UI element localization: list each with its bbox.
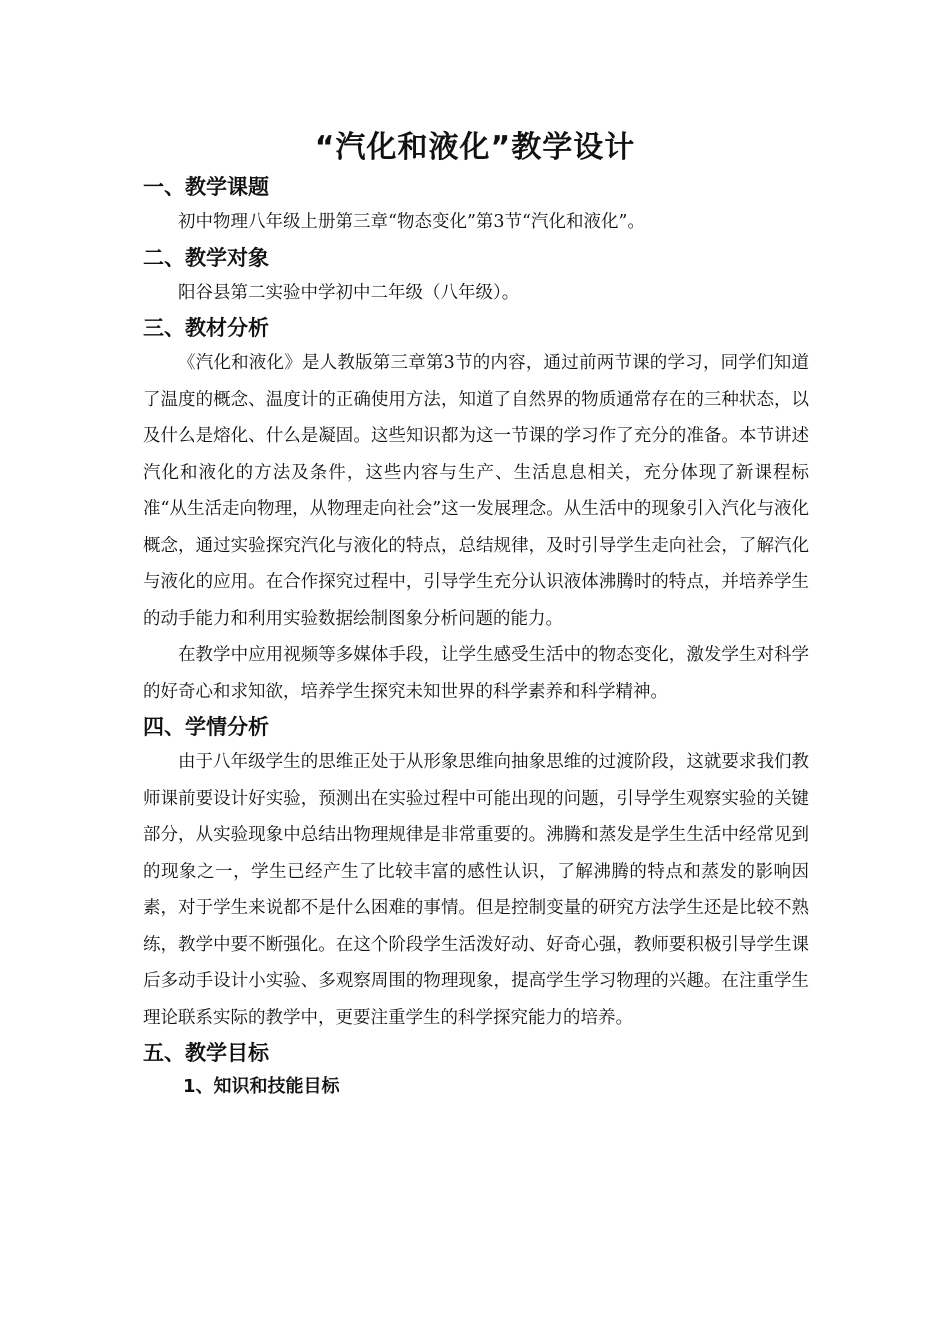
- section-learner-analysis: [143, 710, 809, 1036]
- section-heading: 五、教学目标: [143, 1041, 269, 1065]
- section-heading: 一、教学课题: [143, 175, 269, 199]
- paragraph: 由于八年级学生的思维正处于从形象思维向抽象思维的过渡阶段，这就要求我们教师课前要设计好实验，预测出在实验过程中可能出现的问题，引导学生观察实验的关键部分，从实验现象中总结出物理规律是非常重要的。沸腾和蒸发是学生生活中经常见到的现象之一，学生已经产生了比较丰富的感性认识，了解沸腾的特点和蒸发的影响因素，对于学生来说都不是什么困难的事情。但是控制变量的研究方法学生还是比较不熟练，教学中要不断强化。在这个阶段学生活泼好动、好奇心强，教师要积极引导学生课后多动手设计小实验、多观察周围的物理现象，提高学生学习物理的兴趣。在注重学生理论联系实际的教学中，更要注重学生的科学探究能力的培养。: [143, 752, 809, 1028]
- section-teaching-objectives: [143, 1036, 809, 1104]
- paragraph: 初中物理八年级上册第三章“物态变化”第3节“汽化和液化”。: [178, 212, 645, 232]
- paragraph: 《汽化和液化》是人教版第三章第3节的内容，通过前两节课的学习，同学们知道了温度的概念、温度计的正确使用方法，知道了自然界的物质通常存在的三种状态，以及什么是熔化、什么是凝固。这些知识都为这一节课的学习作了充分的准备。本节讲述汽化和液化的方法及条件，这些内容与生产、生活息息相关，充分体现了新课程标准“从生活走向物理，从物理走向社会”这一发展理念。从生活中的现象引入汽化与液化概念，通过实验探究汽化与液化的特点，总结规律，及时引导学生走向社会，了解汽化与液化的应用。在合作探究过程中，引导学生充分认识液体沸腾时的特点，并培养学生的动手能力和利用实验数据绘制图象分析问题的能力。: [143, 353, 809, 629]
- subsection-heading: 1、知识和技能目标: [183, 1076, 340, 1097]
- section-heading: 四、学情分析: [143, 715, 269, 739]
- document-body: [143, 170, 809, 1104]
- paragraph: 在教学中应用视频等多媒体手段，让学生感受生活中的物态变化，激发学生对科学的好奇心和求知欲，培养学生探究未知世界的科学素养和科学精神。: [143, 645, 809, 702]
- section-heading: 三、教材分析: [143, 316, 269, 340]
- document-title: “汽化和液化”教学设计: [314, 130, 636, 165]
- section-teaching-audience: [143, 241, 809, 312]
- section-textbook-analysis: [143, 311, 809, 710]
- section-heading: 二、教学对象: [143, 245, 269, 270]
- paragraph: 阳谷县第二实验中学初中二年级（八年级）。: [178, 282, 520, 303]
- section-teaching-topic: [143, 170, 809, 241]
